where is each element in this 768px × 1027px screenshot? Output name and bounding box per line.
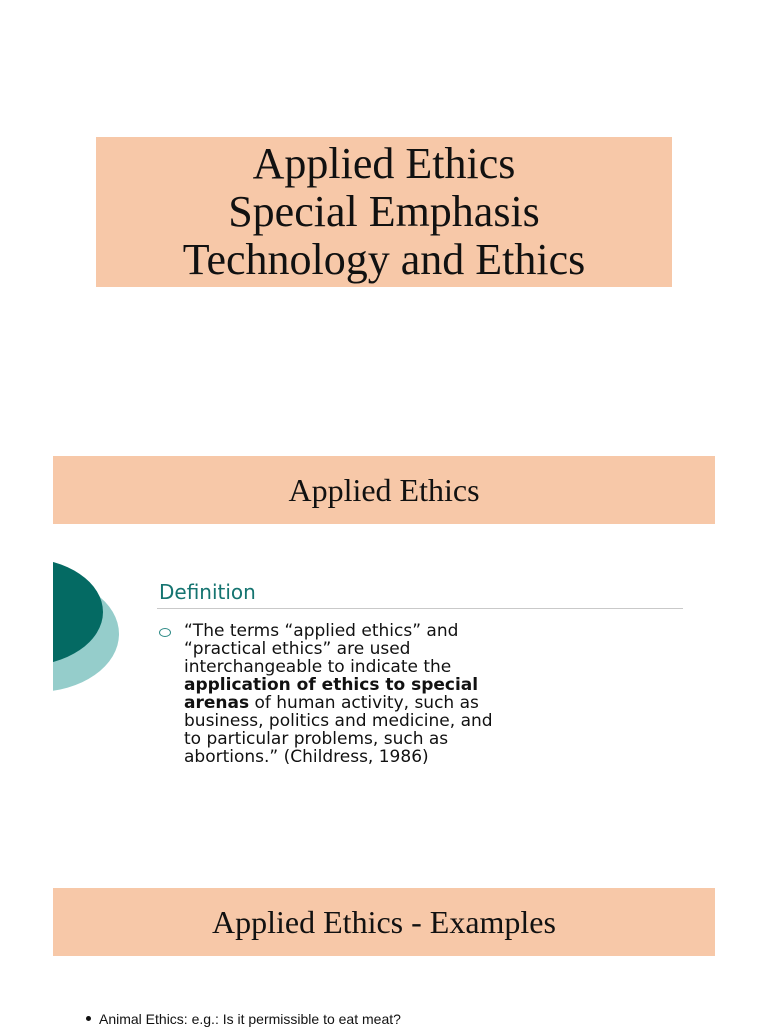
bold-text: application of ethics to special	[184, 675, 479, 695]
example-list-item	[86, 1011, 401, 1027]
quote-line: business, politics and medicine, and	[184, 711, 493, 731]
bullet-icon	[86, 1016, 91, 1021]
quote-text: of human activity, such as	[249, 693, 479, 713]
section-header-examples	[53, 888, 715, 956]
quote-line: “The terms “applied ethics” and	[184, 621, 459, 641]
definition-heading: Definition	[159, 580, 256, 604]
quote-line: interchangeable to indicate the	[184, 657, 452, 677]
hollow-bullet-icon	[159, 628, 171, 637]
section-title: Applied Ethics - Examples	[212, 903, 556, 940]
quote-line: to particular problems, such as	[184, 729, 449, 749]
title-line-3: Technology and Ethics	[182, 235, 586, 284]
quote-line: “practical ethics” are used	[184, 639, 411, 659]
quote-line-mixed	[184, 694, 694, 712]
title-slide	[96, 137, 672, 287]
section-title: Applied Ethics	[288, 471, 480, 508]
title-line-2: Special Emphasis	[228, 187, 540, 236]
quote-line: abortions.” (Childress, 1986)	[184, 747, 429, 767]
quote-line-bold	[184, 676, 694, 694]
divider	[157, 608, 683, 609]
definition-slide	[53, 546, 715, 830]
title-line-1: Applied Ethics	[252, 139, 516, 188]
definition-quote	[184, 622, 694, 766]
section-header-applied-ethics	[53, 456, 715, 524]
bold-text: arenas	[184, 693, 250, 713]
example-text: Animal Ethics: e.g.: Is it permissible to eat meat?	[99, 1011, 401, 1027]
